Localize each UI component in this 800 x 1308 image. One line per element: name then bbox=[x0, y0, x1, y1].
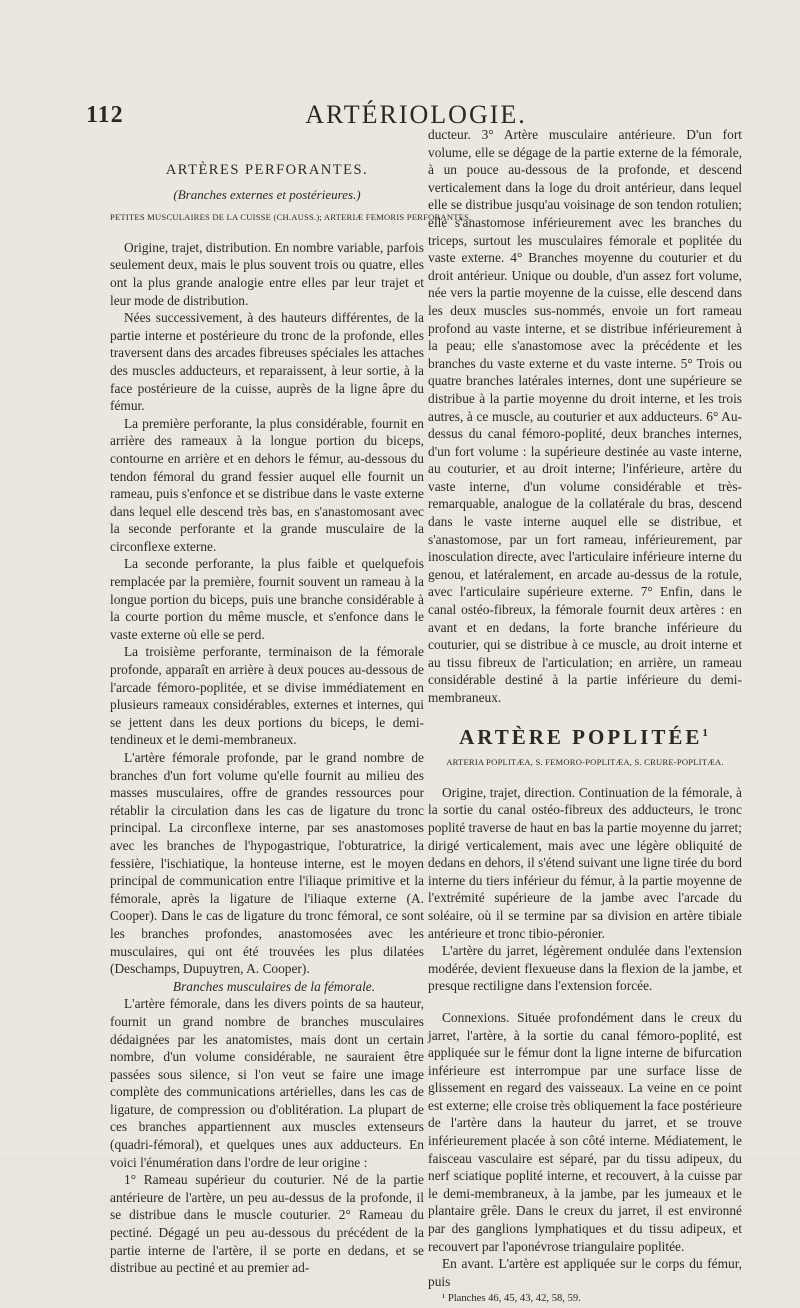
section-latin-name: ARTERIA POPLITÆA, S. FEMORO-POPLITÆA, S. CRURE-POPLITÆA. bbox=[446, 757, 724, 768]
paragraph: La première perforante, la plus considérable, fournit en arrière des rameaux à la longue portion du biceps, contourne en arrière et en dehors le fémur, au-dessous du tendon fémoral du grand fessier auquel elle fournit un rameau, puis s'enfonce et se distribue dans le vaste externe dans lequel elle descend très bas, en s'anastomosant avec la seconde perforante et la grande musculaire de la circonflexe externe. bbox=[110, 415, 424, 554]
paragraph: La troisième perforante, terminaison de la fémorale profonde, apparaît en arrière à deux pouces au-dessous de l'arcade fémoro-poplitée, et se divise immédiatement en plusieurs rameaux considérables, externes et internes, qui se jettent dans les deux portions du biceps, le demi-tendineux et le demi-membraneux. bbox=[110, 644, 424, 748]
paragraph: Connexions. Située profondément dans le creux du jarret, l'artère, à la sortie du canal fémoro-poplité, est appliquée sur le fémur dont la ligne interne de bifurcation inférieure est interrompue par une surface lisse de glissement en regard des vaisseaux. La veine en ce point est externe; elle croise très obliquement la face postérieure de l'artère dans la hauteur du jarret, et se trouve inférieurement placée à son côté interne. Médiatement, le faisceau vasculaire est séparé, par du tissu adipeux, du nerf sciatique poplité interne, et recouvert, à la cuisse par le demi-membraneux, à la jambe, par les jumeaux et le plantaire grêle. Dans le creux du jarret, il est environné par des ganglions lymphatiques et du tissu adipeux, et recouvert par l'aponévrose triangulaire poplitée. bbox=[428, 1009, 742, 1254]
paragraph: ducteur. 3° Artère musculaire antérieure. D'un fort volume, elle se dégage de la partie externe de la fémorale, à un pouce au-dessous de la profonde, et descend verticalement dans la loge du droit antérieur, dans lequel elle se distribue jusqu'au voisinage de son tendon rotulien; elle s'anastomose inférieurement avec les branches du triceps, surtout les musculaires fémorale et poplitée du vaste externe. 4° Branches moyenne du couturier et du droit antérieur. Unique ou double, d'un assez fort volume, née vers la partie moyenne de la cuisse, elle descend dans les deux muscles sus-nommés, envoie un fort rameau profond au vaste interne, et se distribue inférieurement à la peau; elle s'anastomose avec la précédente et les branches du vaste externe et du vaste interne. 5° Trois ou quatre branches latérales internes, dont une supérieure se distribue à la partie moyenne du droit interne, et les trois autres, à ce muscle, au couturier et aux adducteurs. 6° Au-dessus du canal fémoro-poplité, deux branches internes, d'un fort volume : la supérieure destinée au vaste interne, au couturier, et au droit interne; l'inférieure, artère du vaste interne, d'un volume considérable et très-remarquable, analogue de la collatérale du bras, descend dans le vaste interne auquel elle se distribue, et s'anastomose, par un fort rameau, inférieurement, par inosculation directe, avec l'articulaire inférieure interne du genou, et latéralement, en arcade au-dessus de la rotule, avec l'articulaire supérieure externe. 7° Enfin, dans le canal ostéo-fibreux, la fémorale fournit deux artères : en avant et en dedans, la forte branche inférieure du couturier, qui se distribue à ce muscle, au droit interne et au tissu fibreux de l'articulation; en arrière, un rameau considérable destiné à la partie inférieure du demi-membraneux. bbox=[428, 127, 742, 705]
page-number: 112 bbox=[86, 102, 124, 128]
section-subtitle: (Branches externes et postérieures.) bbox=[173, 186, 361, 202]
paragraph: Nées successivement, à des hauteurs différentes, de la partie interne et postérieure du tronc de la profonde, elles traversent dans des arcades fibreuses spéciales les attaches des muscles adducteurs, et reparaissent, à leur sortie, à la face postérieure de la cuisse, auprès de la ligne âpre du fémur. bbox=[110, 310, 424, 414]
paragraph: L'artère fémorale, dans les divers points de sa hauteur, fournit un grand nombre de branches musculaires dédaignées par les anatomistes, mais dont un certain nombre, d'un volume considérable, ne sauraient être passées sous silence, si l'on veut se faire une image complète des communications artérielles, dans les cas de ligature, de compression ou d'oblitération. La plupart de ces branches appartiennent aux muscles extenseurs (quadri-fémoral), et quelques unes aux adducteurs. En voici l'énumération dans l'ordre de leur origine : bbox=[110, 996, 424, 1170]
paragraph: Origine, trajet, distribution. En nombre variable, parfois seulement deux, mais le plus souvent trois ou quatre, elles ont la plus grande analogie entre elles par leur trajet et leur mode de distribution. bbox=[110, 239, 424, 308]
paragraph: Origine, trajet, direction. Continuation de la fémorale, à la sortie du canal ostéo-fibreux des adducteurs, le tronc poplité traverse de haut en bas la partie moyenne du jarret; dirigé verticalement, mais avec une légère obliquité de dedans en dehors, il s'étend suivant une ligne tirée du bord interne du tiers inférieur du fémur, à la partie moyenne de l'extrémité supérieure de la jambe avec l'arcade du soléaire, où il se termine par sa division en artère tibiale antérieure et tronc tibio-péronier. bbox=[428, 784, 742, 941]
paragraph: La seconde perforante, la plus faible et quelquefois remplacée par la première, fournit souvent un rameau à la longue portion du biceps, puis une branche considérable à la courte portion du même muscle, et s'enfonce dans le vaste externe où elle se perd. bbox=[110, 556, 424, 642]
paragraph: L'artère du jarret, légèrement ondulée dans l'extension modérée, devient flexueuse dans la flexion de la jambe, et presque rectiligne dans l'extension forcée. bbox=[428, 943, 742, 994]
running-title: ARTÉRIOLOGIE. bbox=[305, 100, 527, 129]
paragraph: 1° Rameau supérieur du couturier. Né de la partie antérieure de l'artère, un peu au-dessus de la profonde, il se distribue dans le muscle couturier. 2° Rameau du pectiné. Dégagé un peu au-dessous du précédent de la partie interne de l'artère, il se porte en dedans, et se distribue au pectiné et au premier ad- bbox=[110, 1172, 424, 1276]
footnote: ¹ Planches 46, 45, 43, 42, 58, 59. bbox=[442, 1293, 581, 1305]
paragraph: En avant. L'artère est appliquée sur le corps du fémur, puis bbox=[428, 1256, 742, 1289]
footnote-marker: 1 bbox=[702, 726, 711, 739]
paragraph: L'artère fémorale profonde, par le grand nombre de branches d'un fort volume qu'elle fournit au milieu des masses musculaires, offre de grandes ressources pour rétablir la circulation dans les cas de ligature du tronc principal. La circonflexe interne, par ses anastomoses avec les branches de l'hypogastrique, l'obturatrice, la fessière, l'ischiatique, la honteuse interne, est le moyen principal de communication entre l'iliaque primitive et la fémorale, après la ligature de l'iliaque externe (A. Cooper). Dans le cas de ligature du tronc fémoral, ce sont les branches profondes, anastomosées avec les musculaires, qui ont été trouvées les plus dilatées (Deschamps, Dupuytren, A. Cooper). bbox=[110, 750, 424, 977]
left-column bbox=[110, 156, 472, 1277]
section-latin-name: PETITES MUSCULAIRES DE LA CUISSE (CH.AUSS.); ARTERIÆ FEMORIS PERFORANTES. bbox=[110, 212, 472, 223]
subheading-musculaires: Branches musculaires de la fémorale. bbox=[172, 978, 376, 994]
right-column bbox=[428, 126, 742, 1308]
section-title-text: ARTÈRE POPLITÉE bbox=[459, 724, 703, 749]
section-title-poplitee bbox=[428, 725, 742, 747]
spacer bbox=[428, 995, 742, 1009]
section-title-perforantes: ARTÈRES PERFORANTES. bbox=[165, 162, 369, 178]
